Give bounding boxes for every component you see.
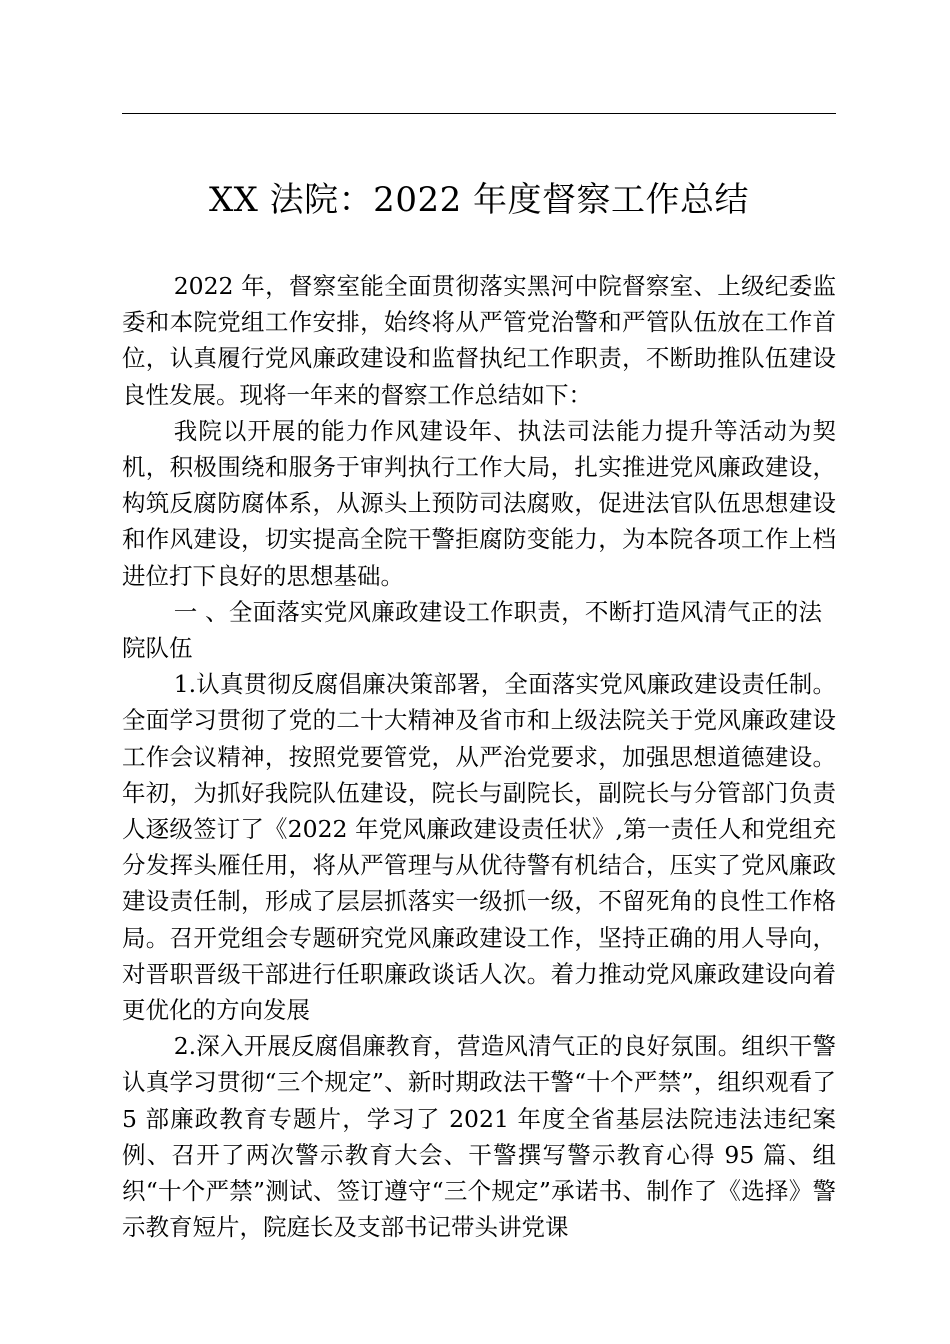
document-title: XX 法院：2022 年度督察工作总结 (208, 180, 750, 220)
section-1-item-2: 2.深入开展反腐倡廉教育，营造风清气正的良好氛围。组织干警认真学习贯彻“三个规定”、新时期政法干警“十个严禁”，组织观看了 5 部廉政教育专题片，学习了 2021 年度全省基层法院违法违纪案例、召开了两次警示教育大会、干警撰写警示教育心得 95 篇、组织“十个严禁”测试、签订遵守“三个规定”承诺书、制作了《选择》警示教育短片，院庭长及支部书记带头讲党课 (122, 1032, 836, 1242)
background-paragraph: 我院以开展的能力作风建设年、执法司法能力提升等活动为契机，积极围绕和服务于审判执行工作大局，扎实推进党风廉政建设，构筑反腐防腐体系，从源头上预防司法腐败，促进法官队伍思想建设和作风建设，切实提高全院干警拒腐防变能力，为本院各项工作上档进位打下良好的思想基础。 (122, 416, 836, 590)
section-1-item-1: 1.认真贯彻反腐倡廉决策部署，全面落实党风廉政建设责任制。全面学习贯彻了党的二十大精神及省市和上级法院关于党风廉政建设工作会议精神，按照党要管党，从严治党要求，加强思想道德建设。年初，为抓好我院队伍建设，院长与副院长，副院长与分管部门负责人逐级签订了《2022 年党风廉政建设责任状》,第一责任人和党组充分发挥头雁任用，将从严管理与从优待警有机结合，压实了党风廉政建设责任制，形成了层层抓落实一级抓一级，不留死角的良性工作格局。召开党组会专题研究党风廉政建设工作，坚持正确的用人导向，对晋职晋级干部进行任职廉政谈话人次。着力推动党风廉政建设向着更优化的方向发展 (122, 670, 836, 1025)
intro-paragraph: 2022 年，督察室能全面贯彻落实黑河中院督察室、上级纪委监委和本院党组工作安排，始终将从严管党治警和严管队伍放在工作首位，认真履行党风廉政建设和监督执纪工作职责，不断助推队伍建设良性发展。现将一年来的督察工作总结如下： (122, 272, 836, 409)
section-heading-1: 一 、全面落实党风廉政建设工作职责，不断打造风清气正的法院队伍 (122, 597, 822, 663)
header-rule (122, 113, 836, 114)
document-body (122, 268, 836, 1245)
